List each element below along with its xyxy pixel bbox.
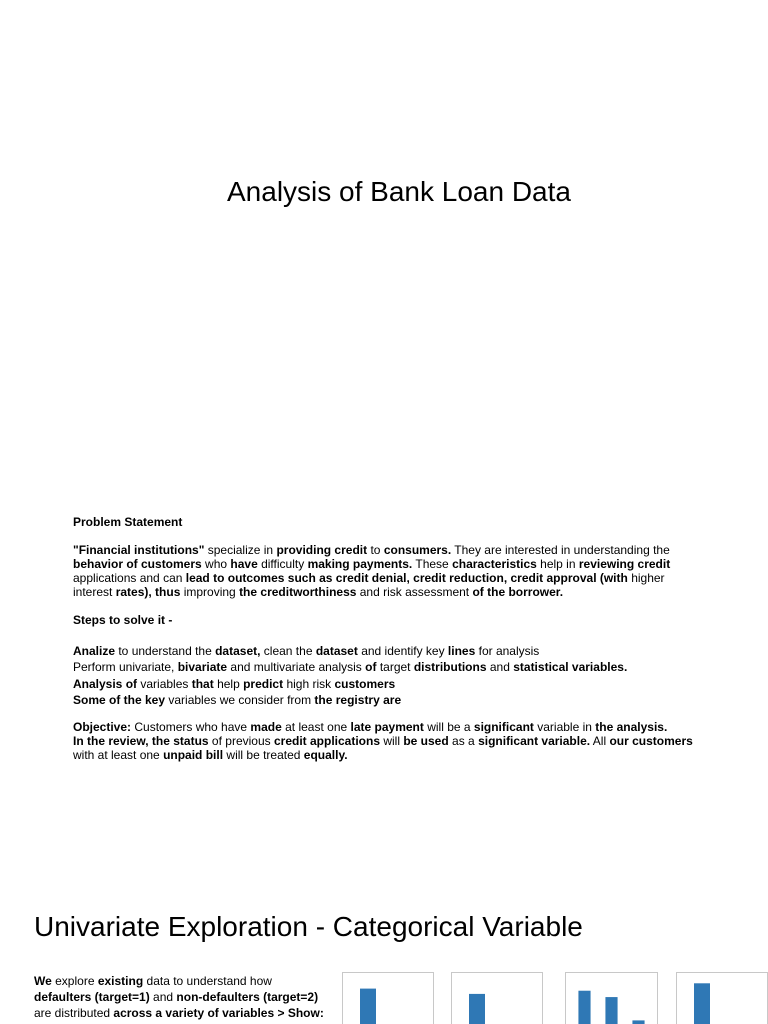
bold-text: lead to outcomes such as credit denial, credit reduction, credit approval (with <box>185 571 628 585</box>
bold-text: making payments. <box>307 557 413 571</box>
bold-text: credit applications <box>273 734 380 748</box>
text-run: to <box>367 543 384 557</box>
bold-text: significant <box>473 720 534 734</box>
bold-text: predict <box>243 676 284 691</box>
text-run: specialize in <box>204 543 277 557</box>
text-run: clean the <box>260 644 316 658</box>
bar-chart <box>565 968 658 1024</box>
text-run: will <box>380 734 404 748</box>
bold-text: late payment <box>350 720 424 734</box>
chart-frame <box>677 973 768 1024</box>
chart-frame <box>452 973 543 1024</box>
bar-chart <box>676 968 768 1024</box>
text-run: They are interested in understanding the <box>451 543 670 557</box>
bold-text: dataset <box>315 644 358 658</box>
bold-text: characteristics <box>452 557 537 571</box>
text-run: of previous <box>208 734 274 748</box>
bold-text: behavior of customers <box>73 557 202 571</box>
bold-text: reviewing credit <box>578 557 671 571</box>
step-line <box>73 692 703 708</box>
text-run: All <box>590 734 610 748</box>
bold-text: Objective: <box>73 720 132 734</box>
text-run: help in <box>536 557 579 571</box>
text-run: help <box>213 676 244 691</box>
step-line <box>73 643 703 659</box>
text-run: applications and can <box>73 571 186 585</box>
bold-text: rates), thus <box>115 585 181 599</box>
text-run: data to understand how <box>143 974 272 988</box>
bold-text: In the review, the status <box>73 734 209 748</box>
text-run: Customers who have <box>131 720 251 734</box>
text-run: variables we consider from <box>165 692 315 707</box>
text-run: are distributed <box>34 1006 114 1020</box>
text-run: These <box>412 557 453 571</box>
bold-text: defaulters (target=1) <box>34 990 150 1004</box>
mini-chart-2 <box>451 968 543 1024</box>
bold-text: Some of the key <box>73 692 166 707</box>
chart-bar <box>605 997 617 1024</box>
text-run: variables <box>137 676 192 691</box>
bold-text: our customers <box>609 734 693 748</box>
text-run: variable in <box>533 720 596 734</box>
text-run: higher interest <box>73 571 665 599</box>
bold-text: Analysis of <box>73 676 138 691</box>
mini-chart-4 <box>676 968 768 1024</box>
bold-text: significant variable. <box>478 734 591 748</box>
bold-text: made <box>250 720 282 734</box>
chart-bar <box>694 983 710 1024</box>
chart-bar <box>578 991 590 1024</box>
step-line <box>73 659 703 675</box>
bold-text: bivariate <box>177 660 228 675</box>
bold-text: have <box>230 557 258 571</box>
mini-chart-1 <box>342 968 434 1024</box>
chart-bar <box>632 1020 644 1024</box>
section-intro <box>34 973 326 1021</box>
text-run: as a <box>448 734 479 748</box>
text-run: will be a <box>423 720 474 734</box>
bold-text: the analysis. <box>595 720 668 734</box>
text-run: Perform univariate, <box>73 660 178 675</box>
bold-text: "Financial institutions" <box>73 543 205 557</box>
bold-text: We <box>34 974 52 988</box>
text-run: high risk <box>283 676 335 691</box>
text-run: and multivariate analysis <box>227 660 366 675</box>
text-run: target <box>376 660 414 675</box>
bold-text: across a variety of variables > Show: <box>113 1006 324 1020</box>
text-run: with at least one <box>73 748 164 762</box>
bold-text: statistical variables. <box>513 660 628 675</box>
text-run: and risk assessment <box>356 585 473 599</box>
text-run: to understand the <box>115 644 216 658</box>
bold-text: Analize <box>73 644 116 658</box>
text-run: explore <box>51 974 98 988</box>
bold-text: distributions <box>413 660 487 675</box>
text-run: improving <box>180 585 240 599</box>
mini-chart-3 <box>565 968 658 1024</box>
bold-text: of the borrower. <box>472 585 564 599</box>
bar-chart <box>451 968 543 1024</box>
problem-statement-heading: Problem Statement <box>73 515 183 529</box>
text-run: and identify key <box>357 644 448 658</box>
bold-text: the creditworthiness <box>239 585 357 599</box>
text-run: difficulty <box>257 557 308 571</box>
text-run: will be treated <box>223 748 304 762</box>
steps-list <box>73 643 703 708</box>
bold-text: of <box>365 660 377 675</box>
bold-text: customers <box>334 676 396 691</box>
page-title: Analysis of Bank Loan Data <box>227 176 571 207</box>
bold-text: the registry are <box>314 692 402 707</box>
chart-bar <box>360 989 376 1024</box>
text-run: for analysis <box>475 644 540 658</box>
bar-chart <box>342 968 434 1024</box>
bold-text: providing credit <box>276 543 368 557</box>
text-run: who <box>201 557 231 571</box>
bold-text: dataset, <box>215 644 261 658</box>
bold-text: unpaid bill <box>163 748 224 762</box>
step-line <box>73 676 703 692</box>
chart-bar <box>469 994 485 1024</box>
section-title: Univariate Exploration - Categorical Variable <box>34 911 583 942</box>
steps-heading: Steps to solve it - <box>73 613 173 627</box>
bold-text: non-defaulters (target=2) <box>176 990 319 1004</box>
bold-text: equally. <box>303 748 348 762</box>
bold-text: lines <box>447 644 476 658</box>
bold-text: that <box>191 676 214 691</box>
bold-text: be used <box>403 734 449 748</box>
chart-frame <box>343 973 434 1024</box>
bold-text: consumers. <box>383 543 452 557</box>
bold-text: existing <box>97 974 144 988</box>
objective-paragraph <box>73 720 703 762</box>
text-run: and <box>149 990 177 1004</box>
text-run: at least one <box>281 720 351 734</box>
problem-statement-body <box>73 543 703 599</box>
text-run: and <box>486 660 514 675</box>
